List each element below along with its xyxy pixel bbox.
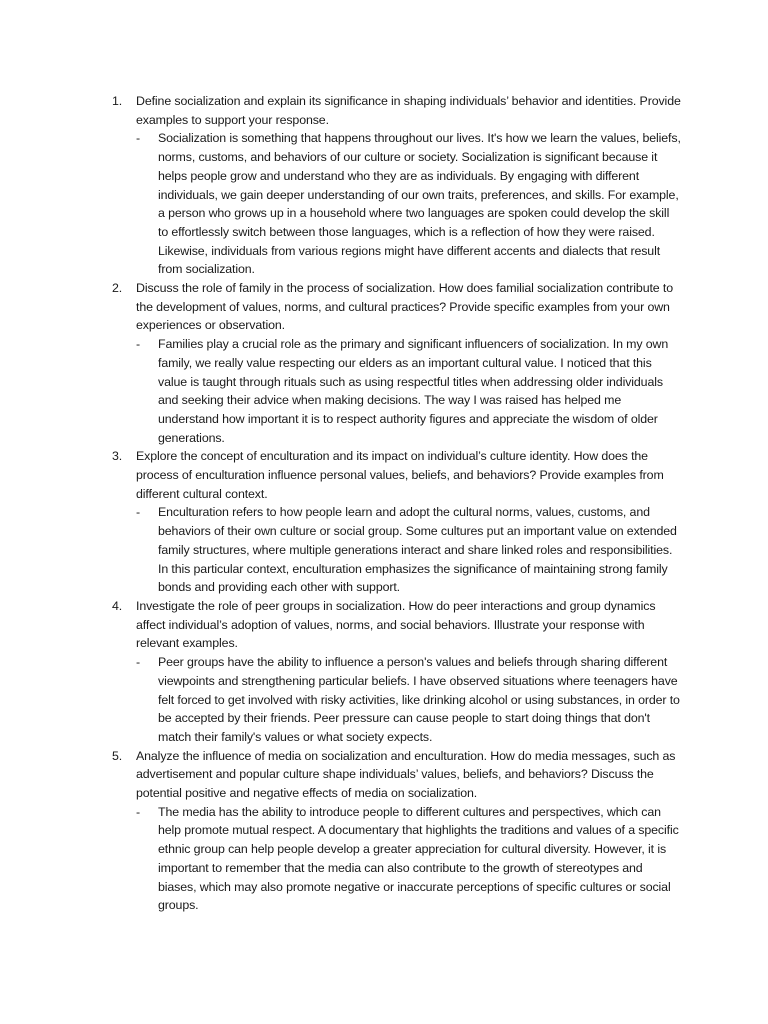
answer-text: The media has the ability to introduce people to different cultures and perspectives, which can help promote mutual respect. A documentary that highlights the traditions and values of a specific ethnic group can help people develop a greater appreciation for cultural diversity. However, it is important to remember that the media can also contribute to the growth of stereotypes and biases, which may also promote negative or inaccurate perceptions of specific cultures or social groups. bbox=[158, 804, 679, 913]
list-item bbox=[112, 92, 682, 279]
answer-item bbox=[136, 653, 682, 747]
list-item bbox=[112, 279, 682, 447]
answer-item bbox=[136, 503, 682, 597]
dash-bullet: - bbox=[136, 804, 141, 819]
dash-bullet: - bbox=[136, 131, 141, 146]
question-number: 5. bbox=[112, 748, 123, 763]
answer-text: Families play a crucial role as the primary and significant influencers of socialization. In my own family, we really value respecting our elders as an important cultural value. I noticed that this value is taught through rituals such as using respectful titles when addressing older individuals and seeking their advice when making decisions. The way I was raised has helped me understand how important it is to respect authority figures and appreciate the wisdom of older generations. bbox=[158, 337, 669, 445]
dash-bullet: - bbox=[136, 655, 141, 670]
dash-bullet: - bbox=[136, 505, 141, 520]
question-number: 4. bbox=[112, 598, 123, 613]
answer-text: Peer groups have the ability to influence a person's values and beliefs through sharing different viewpoints and strengthening particular beliefs. I have observed situations where teenagers have felt forced to get involved with risky activities, like drinking alcohol or using substances, in order to be accepted by their friends. Peer pressure can cause people to start doing things that don't match their family's values or what society expects. bbox=[158, 655, 680, 744]
question-text: Discuss the role of family in the process of socialization. How does familial socialization contribute to the development of values, norms, and cultural practices? Provide specific examples from your own experiences or observation. bbox=[136, 281, 673, 333]
question-text: Analyze the influence of media on socialization and enculturation. How do media messages, such as advertisement and popular culture shape individuals’ values, beliefs, and behaviors? Discuss the potential positive and negative effects of media on socialization. bbox=[136, 748, 676, 801]
list-item bbox=[112, 447, 682, 597]
question-text: Define socialization and explain its significance in shaping individuals’ behavior and identities. Provide examples to support your response. bbox=[136, 94, 681, 127]
answer-item bbox=[136, 129, 682, 279]
question-text: Investigate the role of peer groups in socialization. How do peer interactions and group dynamics affect individual’s adoption of values, norms, and social behaviors. Illustrate your response with relevant examples. bbox=[136, 598, 656, 651]
dash-bullet: - bbox=[136, 337, 141, 352]
answer-text: Socialization is something that happens throughout our lives. It's how we learn the values, beliefs, norms, customs, and behaviors of our culture or society. Socialization is significant because it helps people grow and understand who they are as individuals. By engaging with different individuals, we gain deeper understanding of our own traits, preferences, and skills. For example, a person who grows up in a household where two languages are spoken could develop the skill to effortlessly switch between those languages, which is a reflection of how they were raised. Likewise, individuals from various regions might have different accents and dialects that result from socialization. bbox=[158, 131, 681, 277]
question-number: 1. bbox=[112, 94, 123, 108]
question-number: 2. bbox=[112, 281, 123, 296]
question-text: Explore the concept of enculturation and its impact on individual’s culture identity. How does the process of enculturation influence personal values, beliefs, and behaviors? Provide examples from different cultural context. bbox=[136, 449, 664, 501]
question-number: 3. bbox=[112, 449, 123, 464]
question-list bbox=[112, 92, 682, 915]
answer-text: Enculturation refers to how people learn and adopt the cultural norms, values, customs, and behaviors of their own culture or social group. Some cultures put an important value on extended family structures, where multiple generations interact and share linked roles and responsibilities. In this particular context, enculturation emphasizes the significance of maintaining strong family bonds and providing each other with support. bbox=[158, 505, 677, 595]
list-item bbox=[112, 747, 682, 915]
answer-item bbox=[136, 335, 682, 447]
list-item bbox=[112, 597, 682, 747]
answer-item bbox=[136, 803, 682, 915]
